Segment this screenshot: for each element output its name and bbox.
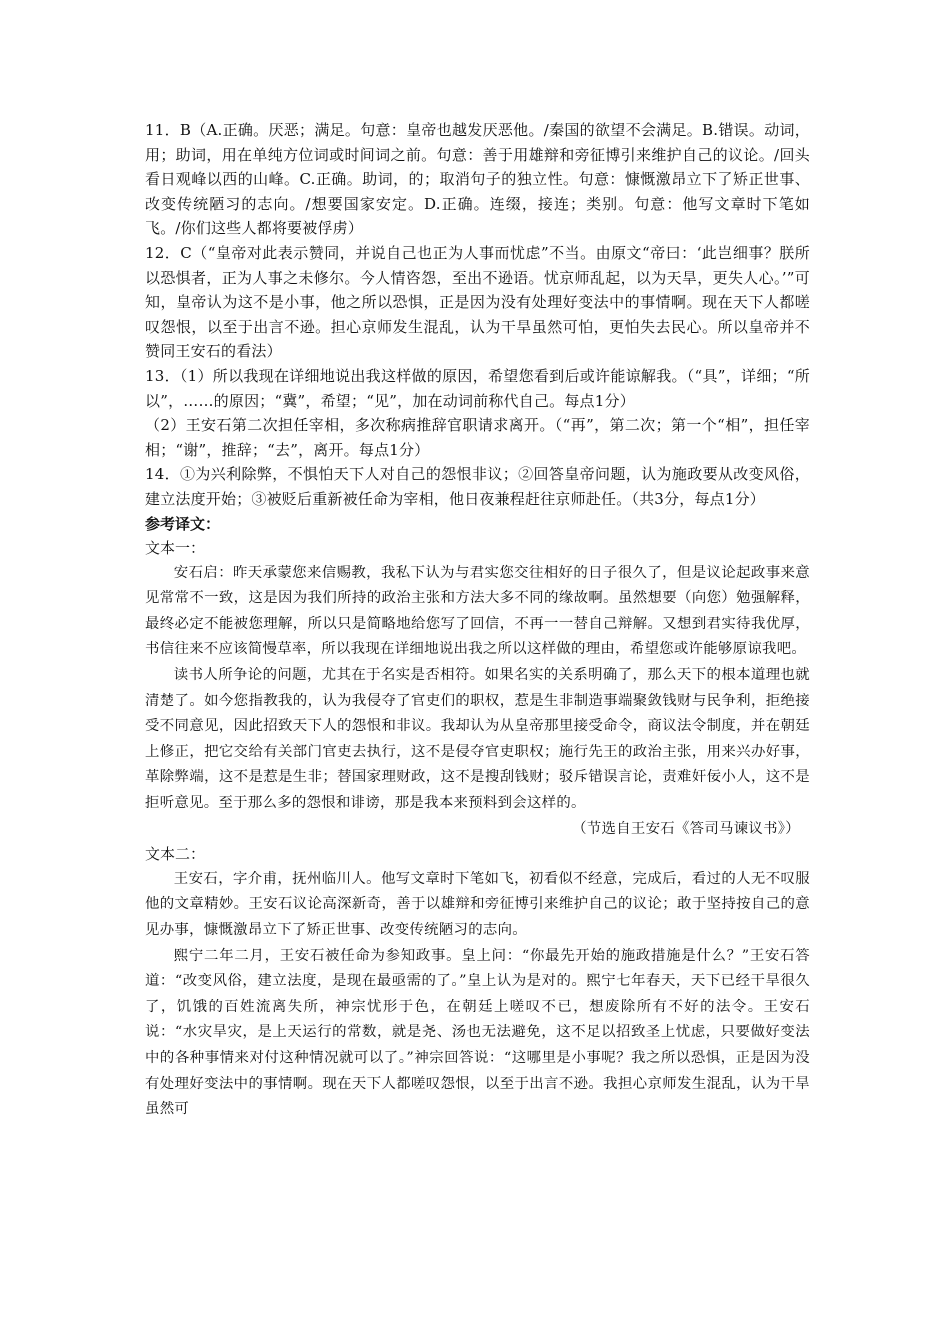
- text1-source: （节选自王安石《答司马谏议书》）: [572, 820, 800, 837]
- answer-11: 11．B（A.正确。厌恶；满足。句意：皇帝也越发厌恶他。/秦国的欲望不会满足。B.错误。动词，用；助词，用在单纯方位词或时间词之前。句意：善于用雄辩和旁征博引来维护自己的议论。/回头看日观峰以西的山峰。C.正确。助词，的；取消句子的独立性。句意：慷慨激昂立下了矫正世事、改变传统陋习的志向。/想要国家安定。D.正确。连缀，接连；类别。句意：他写文章时下笔如飞。/你们这些人都将要被俘虏）: [145, 121, 810, 238]
- text1-translation: [145, 561, 810, 843]
- answer-12: 12．C（“皇帝对此表示赞同，并说自己也正为人事而忧虑”不当。由原文“帝曰：‘此岂细事？朕所以恐惧者，正为人事之未修尔。今人情咨怨，至出不逊语。忧京师乱起，以为天旱，更失人心。’”可知，皇帝认为这不是小事，他之所以恐惧，正是因为没有处理好变法中的事情啊。现在天下人都嗟叹怨恨，以至于出言不逊。担心京师发生混乱，认为干旱虽然可怕，更怕失去民心。所以皇帝并不赞同王安石的看法）: [145, 243, 810, 361]
- document-page: [145, 118, 810, 1123]
- text2-translation: [145, 867, 810, 1123]
- answer-14: 14．①为兴利除弊，不惧怕天下人对自己的怨恨非议；②回答皇帝问题，认为施政要从改变风俗，建立法度开始；③被贬后重新被任命为宰相，他日夜兼程赶往京师赴任。（共3分，每点1分）: [145, 465, 810, 508]
- answer-13-part-2: （2）王安石第二次担任宰相，多次称病推辞官职请求离开。（“再”，第二次；第一个“相”，担任宰相；“谢”，推辞；“去”，离开。每点1分）: [145, 416, 810, 459]
- text1-paragraph-1: 安石启：昨天承蒙您来信赐教，我私下认为与君实您交往相好的日子很久了，但是议论起政事来意见常常不一致，这是因为我们所持的政治主张和方法大多不同的缘故啊。虽然想要（向您）勉强解释，最终必定不能被您理解，所以只是简略地给您写了回信，不再一一替自己辩解。又想到君实待我优厚，书信往来不应该简慢草率，所以我现在详细地说出我之所以这样做的理由，希望您或许能够原谅我吧。: [145, 564, 810, 658]
- answer-13-part-1: 13．（1）所以我现在详细地说出我这样做的原因，希望您看到后或许能谅解我。（“具”，详细；“所以”，……的原因；“冀”，希望；“见”，加在动词前称代自己。每点1分）: [145, 366, 810, 410]
- text1-paragraph-2: 读书人所争论的问题，尤其在于名实是否相符。如果名实的关系明确了，那么天下的根本道理也就清楚了。如今您指教我的，认为我侵夺了官吏们的职权，惹是生非制造事端聚敛钱财与民争利，拒绝接受不同意见，因此招致天下人的怨恨和非议。我却认为从皇帝那里接受命令，商议法令制度，并在朝廷上修正，把它交给有关部门官吏去执行，这不是侵夺官吏职权；施行先王的政治主张，用来兴办好事，革除弊端，这不是惹是生非；替国家理财政，这不是搜刮钱财；驳斥错误言论，责难奸佞小人，这不是拒听意见。至于那么多的怨恨和诽谤，那是我本来预料到会这样的。: [145, 667, 810, 812]
- text1-label: 文本一：: [145, 539, 206, 558]
- text2-paragraph-1: 王安石，字介甫，抚州临川人。他写文章时下笔如飞，初看似不经意，完成后，看过的人无不叹服他的文章精妙。王安石议论高深新奇，善于以雄辩和旁征博引来维护自己的议论；敢于坚持按自己的意见办事，慷慨激昂立下了矫正世事、改变传统陋习的志向。: [145, 870, 810, 938]
- text2-paragraph-2: 熙宁二年二月，王安石被任命为参知政事。皇上问：“你最先开始的施政措施是什么？”王安石答道：“改变风俗，建立法度，是现在最亟需的了。”皇上认为是对的。熙宁七年春天，天下已经干旱很久了，饥饿的百姓流离失所，神宗忧形于色，在朝廷上嗟叹不已，想废除所有不好的法令。王安石说：“水灾旱灾，是上天运行的常数，就是尧、汤也无法避免，这不足以招致圣上忧虑，只要做好变法中的各种事情来对付这种情况就可以了。”神宗回答说：“这哪里是小事呢？我之所以恐惧，正是因为没有处理好变法中的事情啊。现在天下人都嗟叹怨恨，以至于出言不逊。我担心京师发生混乱，认为干旱虽然可: [145, 947, 810, 1118]
- answer-section: [145, 118, 810, 512]
- text2-label: 文本二：: [145, 845, 206, 864]
- translation-heading: 参考译文：: [145, 514, 221, 533]
